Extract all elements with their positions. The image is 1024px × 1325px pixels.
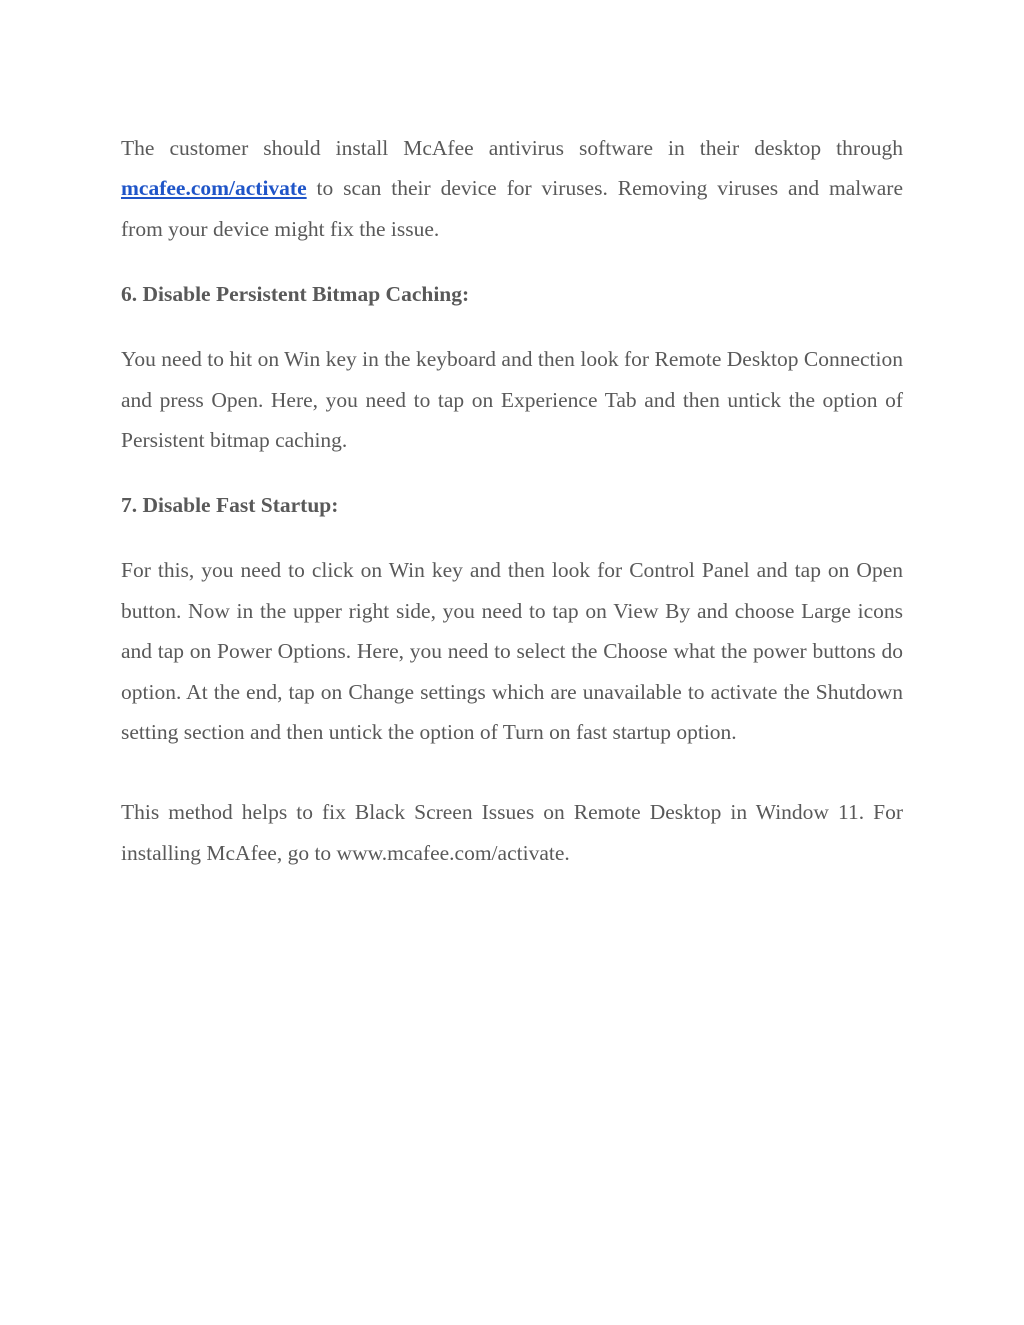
section-7-paragraph: For this, you need to click on Win key and then look for Control Panel and tap on Open button. Now in the upper right side, you need to tap on View By and choose Large icons and tap on Power Options. Here, you need to select the Choose what the power buttons do option. At the end, tap on Change settings which are unavailable to activate the Shutdown setting section and then untick the option of Turn on fast startup option. (121, 558, 903, 745)
section-7-heading: 7. Disable Fast Startup: (121, 493, 339, 518)
intro-text-after-link: to scan their device for viruses. Removing viruses and malware from your device might fix the issue. (121, 176, 903, 241)
document-content (121, 128, 903, 873)
section-6-heading: 6. Disable Persistent Bitmap Caching: (121, 282, 470, 307)
section-6-paragraph: You need to hit on Win key in the keyboard and then look for Remote Desktop Connection and press Open. Here, you need to tap on Experience Tab and then untick the option of Persistent bitmap caching. (121, 347, 903, 453)
intro-paragraph (121, 128, 903, 249)
mcafee-activate-link[interactable]: mcafee.com/activate (121, 176, 307, 201)
intro-text-before-link: The customer should install McAfee antivirus software in their desktop through (121, 136, 903, 160)
conclusion-paragraph: This method helps to fix Black Screen Issues on Remote Desktop in Window 11. For installing McAfee, go to www.mcafee.com/activate. (121, 800, 903, 865)
